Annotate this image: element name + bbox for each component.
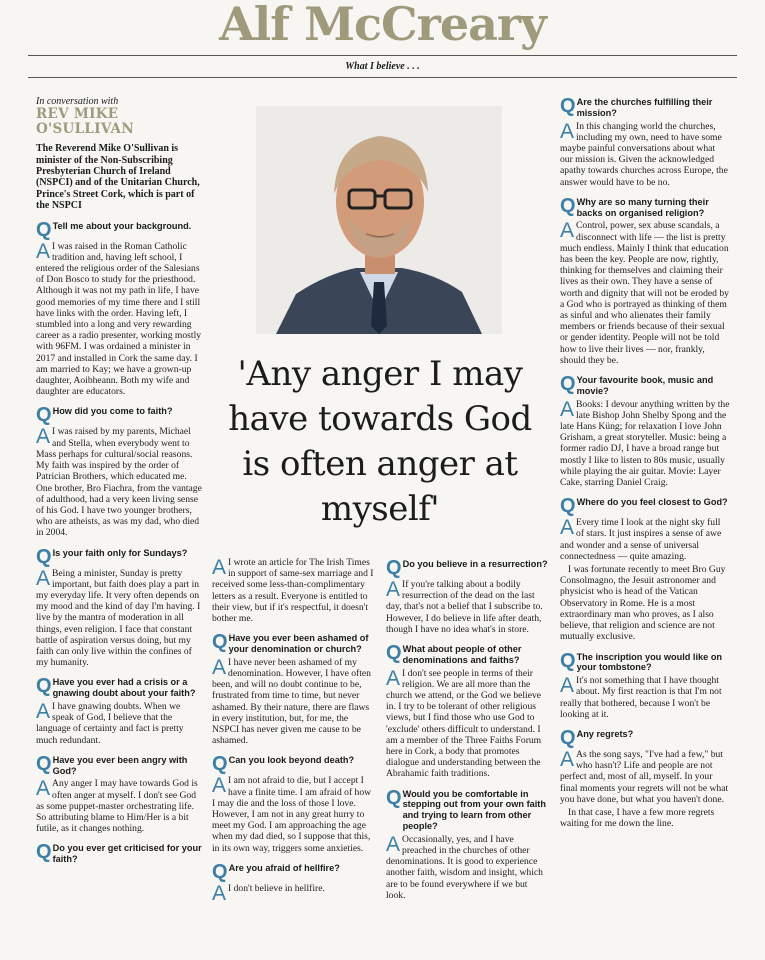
a-letter: A — [36, 425, 51, 449]
q-letter: Q — [560, 726, 576, 749]
q-letter: Q — [560, 649, 576, 672]
answer: A It's not something that I have thought about. My first reaction is that I'm not really that bothered, because I won't be looking at it. — [560, 674, 722, 720]
answer: A I have gnawing doubts. When we speak of God, I believe that the language of certainty and fact is pretty much redundant. — [36, 699, 184, 746]
column-1 — [36, 96, 204, 867]
question: Q How did you come to faith? — [36, 404, 173, 427]
answer: A Control, power, sex abuse scandals, a disconnect with life — the list is pretty much endless. Mainly I think that education has been the key. People are now, rightly, thinking for themselves and claiming their lives as their own. They have a sense of worth and dignity that will not be eroded by a God who is portrayed as thinking of them as sinful and who alienates their family members or friends because of their sexual or gender identity. People will not be told how to live their lives — nor, frankly, should they be. — [560, 219, 729, 366]
answer: A I am not afraid to die, but I accept I have a finite time. I am afraid of how I may die and the loss of those I love. However, I am not in any great hurry to meet my God. I am approaching the age when my dad died, so I suppose that this, in its own way, triggers some anxieties. — [212, 774, 372, 854]
answer-continued: In that case, I have a few more regrets waiting for me down the line. — [560, 806, 715, 830]
answer: A Every time I look at the night sky full of stars. It just inspires a sense of awe and wonder and a sense of universal connectedness — quite amazing. — [560, 516, 722, 562]
portrait-illustration — [256, 106, 502, 334]
question: Q Can you look beyond death? — [212, 753, 355, 776]
a-letter: A — [212, 774, 227, 798]
q-letter: Q — [36, 545, 52, 568]
q-letter: Q — [386, 786, 402, 809]
answer: A I wrote an article for The Irish Times in support of same-sex marriage and I received some less-than-complimentary letters as a result. Everyone is entitled to their view, but if it's respectful, it doesn't bother me. — [212, 556, 374, 625]
question: Q Have you ever been ashamed of your denomination or church? — [212, 631, 369, 655]
a-letter: A — [386, 578, 401, 601]
q-letter: Q — [560, 95, 576, 117]
answer: A I don't see people in terms of their religion. We are all more than the church we attend, or the God we believe in. I try to be tolerant of other religious views, but I find those who use God to 'exclude' others difficult to understand. I am a member of the Three Faiths Forum here in Cork, a body that promotes dialogue and understanding between the Abrahamic faith traditions. — [386, 666, 542, 780]
q-letter: Q — [386, 557, 402, 579]
q-letter: Q — [212, 753, 228, 776]
a-letter: A — [560, 219, 575, 243]
a-letter: A — [386, 666, 401, 690]
question: Q What about people of other denominations and faiths? — [386, 642, 522, 665]
answer: A As the song says, "I've had a few," but who hasn't? Life and people are not perfect and, most of all, myself. In your final moments your regrets will not be what you have done, but what you haven't done. — [560, 747, 729, 805]
question: Q Do you ever get criticised for your faith? — [36, 841, 202, 865]
q-letter: Q — [560, 373, 576, 396]
q-letter: Q — [36, 752, 52, 775]
section-kicker: What I believe . . . — [345, 61, 420, 72]
question: Q Would you be comfortable in stepping out from your own faith and trying to learn from other people? — [386, 786, 546, 832]
intro-label: In conversation with — [36, 96, 119, 107]
answer: A Books: I devour anything written by the late Bishop John Shelby Spong and the late Hans Küng; for relaxation I love John Grisham, a great storyteller. Music: being a former radio DJ, I have a broad range but mostly I like to listen to 80s music, usually while playing the air guitar. Movie: Layer Cake, starring Daniel Craig. — [560, 397, 730, 489]
question: Q Any regrets? — [560, 726, 634, 749]
answer: A I was raised by my parents, Michael and Stella, when everybody went to Mass perhaps for cultural/social reasons. My faith was inspired by the order of Patrician Brothers, which educated me. One brother, Bro Fiachra, from the vantage of adulthood, had a very keen living sense of his God. I have two younger brothers, who are atheists, as was my dad, who died in 2004. — [36, 425, 202, 539]
q-letter: Q — [560, 194, 576, 217]
answer: A Occasionally, yes, and I have preached in the churches of other denominations. It is good to experience another faith, wisdom and insight, which are to be found everywhere if we but look. — [386, 832, 543, 901]
question: Q Are the churches fulfilling their mission? — [560, 95, 713, 118]
kicker-rule — [28, 77, 737, 78]
a-letter: A — [212, 556, 227, 579]
question: Q Why are so many turning their backs on organised religion? — [560, 194, 709, 218]
a-letter: A — [560, 119, 575, 143]
q-letter: Q — [36, 218, 52, 241]
a-letter: A — [36, 777, 51, 801]
a-letter: A — [560, 747, 575, 771]
answer: A I was raised in the Roman Catholic tradition and, having left school, I entered the religious order of the Salesians of Don Bosco to study for the priesthood. Although it was not my path in life, I have good memories of my time there and I still have links with the order. Having left, I stumbled into a long and very rewarding career as a radio presenter, working mostly with 96FM. I was ordained a minister in 2017 and installed in Cork the same day. I am married to Kay; we have a grown-up daughter, Aoibheann. Both my wife and daughter are educators. — [36, 239, 202, 398]
headline: 'Any anger I may have towards God is often anger at myself' — [228, 354, 532, 529]
answer: A If you're talking about a bodily resurrection of the dead on the last day, that's not a belief that I subscribe to. However, I do believe in life after death, though I have no idea what's in store. — [386, 578, 543, 635]
a-letter: A — [560, 516, 575, 540]
a-letter: A — [36, 699, 51, 723]
masthead-title: Alf McCreary — [219, 0, 546, 51]
answer: A Any anger I may have towards God is often anger at myself. I don't see God as some puppet-master orchestrating life. So attributing blame to Him/Her is a bit futile, as it changes nothing. — [36, 777, 198, 835]
answer-continued: I was fortunate recently to meet Bro Guy Consolmagno, the Jesuit astronomer and physicist who is head of the Vatican Observatory in Rome. He is a most extraordinary man who proves, as I also believe, that religion and science are not mutually exclusive. — [560, 564, 726, 643]
question: Q Is your faith only for Sundays? — [36, 545, 188, 568]
column-2 — [212, 557, 376, 903]
question: Q Tell me about your background. — [36, 218, 192, 241]
question: Q Are you afraid of hellfire? — [212, 860, 340, 883]
answer: A In this changing world the churches, including my own, need to have some maybe painful conversations about what our mission is. Given the acknowledged apathy towards churches across Europe, the answer would have to be no. — [560, 119, 728, 188]
column-3 — [386, 550, 548, 901]
q-letter: Q — [386, 642, 402, 665]
a-letter: A — [212, 655, 227, 679]
answer: A I don't believe in hellfire. — [212, 881, 325, 905]
q-letter: Q — [36, 841, 52, 864]
a-letter: A — [386, 832, 401, 856]
q-letter: Q — [36, 675, 52, 698]
a-letter: A — [36, 239, 51, 263]
a-letter: A — [560, 674, 575, 698]
interviewee-name: REV MIKE O'SULLIVAN — [36, 106, 134, 138]
q-letter: Q — [212, 860, 228, 883]
a-letter: A — [560, 397, 575, 421]
q-letter: Q — [560, 495, 576, 518]
q-letter: Q — [212, 631, 228, 654]
question: Q Do you believe in a resurrection? — [386, 557, 548, 579]
a-letter: A — [36, 566, 51, 590]
portrait-photo — [256, 106, 502, 334]
question: Q The inscription you would like on your tombstone? — [560, 649, 723, 673]
answer: A I have never been ashamed of my denomination. However, I have often been, and will no doubt continue to be, frustrated from time to time, but never ashamed. By their nature, there are flaws in every institution, but, for me, the NSPCI has never given me cause to be ashamed. — [212, 655, 371, 747]
question: Q Your favourite book, music and movie? — [560, 373, 714, 396]
question: Q Have you ever had a crisis or a gnawing doubt about your faith? — [36, 675, 196, 699]
question: Q Where do you feel closest to God? — [560, 495, 728, 518]
column-4 — [560, 88, 730, 829]
a-letter: A — [212, 881, 227, 905]
question: Q Have you ever been angry with God? — [36, 752, 188, 776]
top-rule — [28, 55, 737, 56]
answer: A Being a minister, Sunday is pretty important, but faith does play a part in my everyday life. It very often depends on my mood and the kind of day I'm having. I live by the mantra of moderation in all things, even religion. I face that constant battle of aspiration versus doing, but my faith can only live within the confines of my humanity. — [36, 566, 201, 669]
intro-text: The Reverend Mike O'Sullivan is minister of the Non-Subscribing Presbyterian Church of Ireland (NSPCI) and of the Unitarian Church, Prince's Street Cork, which is part of the NSPCI — [36, 143, 200, 212]
q-letter: Q — [36, 404, 52, 427]
